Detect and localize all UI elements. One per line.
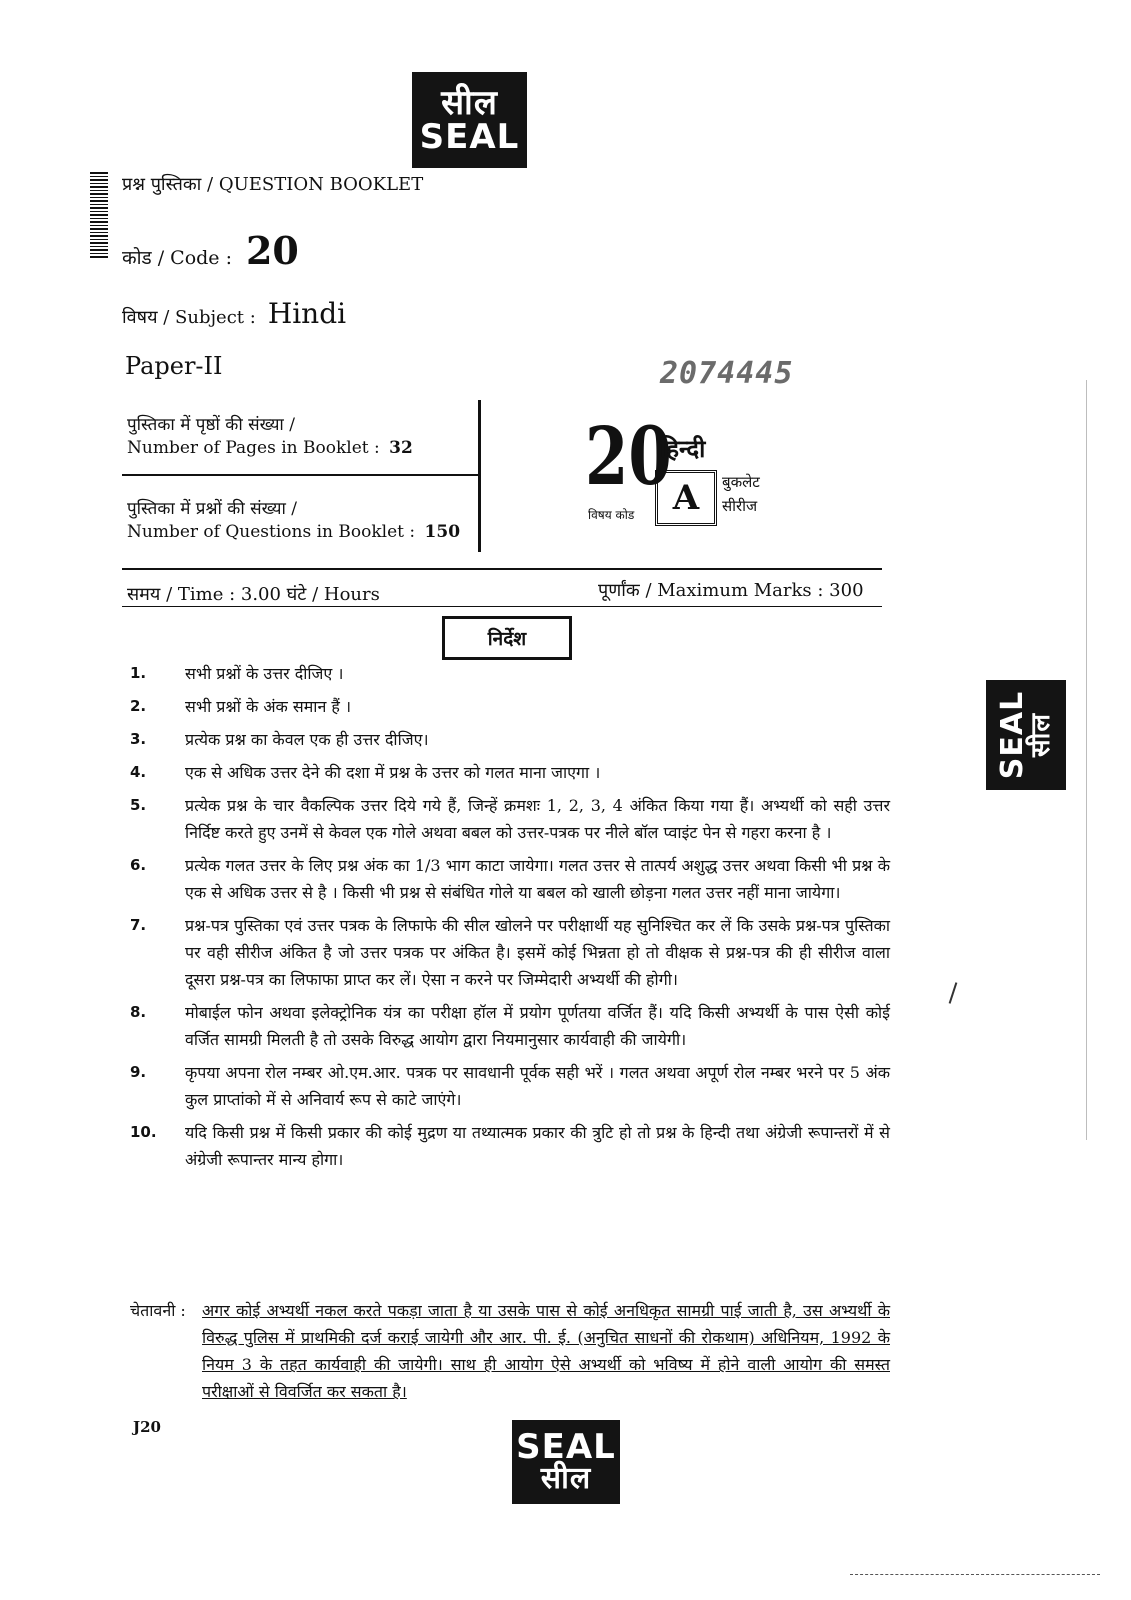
instruction-number: 1.: [130, 664, 147, 682]
instruction-item: [130, 759, 890, 786]
questions-row: [127, 522, 460, 542]
serial-number: 2074445: [660, 356, 794, 391]
max-marks-text: पूर्णांक / Maximum Marks : 300: [598, 580, 864, 601]
instruction-number: 6.: [130, 856, 147, 874]
instruction-item: [130, 999, 890, 1053]
side-seal: [986, 680, 1066, 790]
instruction-number: 8.: [130, 1003, 147, 1021]
subject-code-label: विषय कोड: [588, 508, 635, 522]
instruction-number: 10.: [130, 1123, 157, 1141]
instruction-item: [130, 693, 890, 720]
series-letter: A: [672, 478, 700, 518]
top-seal-line1: सील: [441, 83, 498, 123]
instructions-list: [130, 660, 890, 1179]
series-label-2: सीरीज: [722, 497, 758, 515]
questions-label-en: Number of Questions in Booklet :: [127, 522, 416, 542]
code-label: कोड / Code :: [122, 247, 232, 269]
instruction-item: [130, 726, 890, 753]
instruction-number: 7.: [130, 916, 147, 934]
subject-label: विषय / Subject :: [122, 307, 256, 328]
subject-hindi: हिन्दी: [660, 434, 706, 463]
side-seal-line1: SEAL: [995, 690, 1030, 780]
bottom-dash-line: [850, 1574, 1100, 1576]
bottom-seal-line1: SEAL: [516, 1427, 616, 1467]
instruction-text: प्रत्येक प्रश्न के चार वैकल्पिक उत्तर दिये गये हैं, जिन्हें क्रमशः 1, 2, 3, 4 अंकित किया गया हैं। अभ्यर्थी को सही उत्तर निर्दिष्ट करते हुए उनमें से केवल एक गोले अथवा बबल को उत्तर-पत्रक पर नीले बॉल प्वाइंट पेन से गहरा करना है ।: [185, 796, 890, 842]
code-value: 20: [245, 228, 299, 273]
top-seal-line2: SEAL: [419, 117, 520, 157]
paper-label: Paper-II: [125, 352, 223, 380]
instructions-heading: निर्देश: [487, 628, 527, 650]
scan-edge-line: [1086, 380, 1087, 1140]
instruction-item: [130, 792, 890, 846]
instruction-item: [130, 1059, 890, 1113]
questions-value: 150: [424, 522, 461, 542]
side-seal-rotated: [995, 690, 1056, 780]
barcode: [90, 172, 108, 258]
series-box: [655, 470, 717, 526]
series-label-1: बुकलेट: [722, 473, 760, 491]
instruction-number: 5.: [130, 796, 147, 814]
warning-label: चेतावनी :: [130, 1301, 186, 1320]
instruction-item: [130, 1119, 890, 1173]
instruction-number: 3.: [130, 730, 147, 748]
box-divider-vertical: [478, 400, 481, 552]
instruction-text: यदि किसी प्रश्न में किसी प्रकार की कोई मुद्रण या तथ्यात्मक प्रकार की त्रुटि हो तो प्रश्न के हिन्दी तथा अंग्रेजी रूपान्तरों में से अंग्रेजी रूपान्तर मान्य होगा।: [185, 1123, 890, 1169]
footer-code: J20: [133, 1418, 161, 1436]
instructions-heading-box: [442, 616, 572, 660]
instruction-text: एक से अधिक उत्तर देने की दशा में प्रश्न के उत्तर को गलत माना जाएगा ।: [185, 763, 601, 782]
bottom-seal-line2: सील: [540, 1461, 592, 1496]
time-text: समय / Time : 3.00 घंटे / Hours: [127, 584, 380, 605]
instruction-number: 9.: [130, 1063, 147, 1081]
subject-row: [122, 297, 346, 330]
instruction-item: [130, 660, 890, 687]
instruction-text: मोबाईल फोन अथवा इलेक्ट्रोनिक यंत्र का परीक्षा हॉल में प्रयोग पूर्णतया वर्जित हैं। यदि किसी अभ्यर्थी के पास ऐसी कोई वर्जित सामग्री मिलती है तो उसके विरुद्ध आयोग द्वारा नियमानुसार कार्यवाही की जायेगी।: [185, 1003, 890, 1049]
time-divider-top: [122, 568, 882, 570]
pages-row: [127, 438, 413, 458]
instruction-text: प्रश्न-पत्र पुस्तिका एवं उत्तर पत्रक के लिफाफे की सील खोलने पर परीक्षार्थी यह सुनिश्चित कर लें कि उसके प्रश्न-पत्र पुस्तिका पर वही सीरीज अंकित है जो उत्तर पत्रक पर अंकित है। इसमें कोई भिन्नता हो तो वीक्षक से प्रश्न-पत्र की ही सीरीज वाला दूसरा प्रश्न-पत्र का लिफाफा प्राप्त कर लें। ऐसा न करने पर जिम्मेदारी अभ्यर्थी की होगी।: [185, 916, 890, 989]
pages-label-en: Number of Pages in Booklet :: [127, 438, 380, 458]
instruction-text: सभी प्रश्नों के उत्तर दीजिए ।: [185, 664, 344, 683]
instruction-item: [130, 852, 890, 906]
instruction-item: [130, 912, 890, 993]
instruction-text: प्रत्येक प्रश्न का केवल एक ही उत्तर दीजिए।: [185, 730, 429, 749]
instruction-text: सभी प्रश्नों के अंक समान हैं ।: [185, 697, 352, 716]
bottom-seal: [512, 1420, 620, 1504]
instruction-number: 2.: [130, 697, 147, 715]
side-seal-line2: सील: [1026, 713, 1056, 757]
instruction-text: कृपया अपना रोल नम्बर ओ.एम.आर. पत्रक पर सावधानी पूर्वक सही भरें । गलत अथवा अपूर्ण रोल नम्बर भरने पर 5 अंक कुल प्राप्तांको में से अनिवार्य रूप से काटे जाएंगे।: [185, 1063, 890, 1109]
code-row: [122, 228, 299, 273]
pen-mark: [949, 982, 958, 1004]
questions-label-hi: पुस्तिका में प्रश्नों की संख्या /: [127, 499, 297, 519]
booklet-title: प्रश्न पुस्तिका / QUESTION BOOKLET: [122, 174, 424, 195]
pages-divider: [122, 474, 480, 476]
top-seal: [412, 72, 527, 168]
subject-code-big: 20: [585, 409, 672, 503]
instruction-text: प्रत्येक गलत उत्तर के लिए प्रश्न अंक का 1/3 भाग काटा जायेगा। गलत उत्तर से तात्पर्य अशुद्ध उत्तर अथवा किसी भी प्रश्न के एक से अधिक उत्तर से है । किसी भी प्रश्न से संबंधित गोले या बबल को खाली छोड़ना गलत उत्तर नहीं माना जायेगा।: [185, 856, 890, 902]
warning-text: अगर कोई अभ्यर्थी नकल करते पकड़ा जाता है या उसके पास से कोई अनधिकृत सामग्री पाई जाती है, उस अभ्यर्थी के विरुद्ध पुलिस में प्राथमिकी दर्ज कराई जायेगी और आर. पी. ई. (अनुचित साधनों की रोकथाम) अधिनियम, 1992 के नियम 3 के तहत कार्यवाही की जायेगी। साथ ही आयोग ऐसे अभ्यर्थी को भविष्य में होने वाली आयोग की समस्त परीक्षाओं से विवर्जित कर सकता है।: [202, 1301, 890, 1401]
instruction-number: 4.: [130, 763, 147, 781]
time-divider-bottom: [122, 606, 882, 607]
pages-value: 32: [389, 438, 413, 458]
subject-value: Hindi: [267, 297, 347, 330]
pages-label-hi: पुस्तिका में पृष्ठों की संख्या /: [127, 415, 295, 435]
warning-block: [130, 1297, 890, 1405]
